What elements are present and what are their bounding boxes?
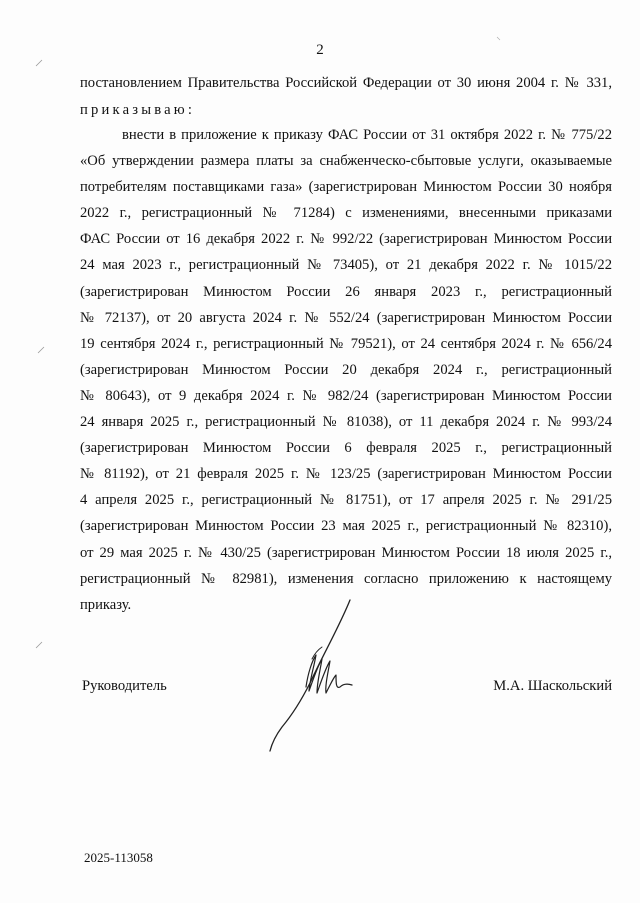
paragraph-line: от 29 мая 2025 г. № 430/25 (зарегистрирован Минюстом России 18 июля 2025 г., xyxy=(80,544,612,561)
page-number: 2 xyxy=(316,42,324,58)
scan-artifact xyxy=(34,58,44,68)
paragraph-line: (зарегистрирован Минюстом России 6 февраля 2025 г., регистрационный xyxy=(80,440,612,457)
handwritten-signature xyxy=(262,595,372,755)
paragraph-line: «Об утверждении размера платы за снабженческо-сбытовые услуги, оказываемые xyxy=(80,153,612,170)
paragraph-line: (зарегистрирован Минюстом России 20 декабря 2024 г., регистрационный xyxy=(80,361,612,378)
signer-name: М.А. Шаскольский xyxy=(493,678,612,694)
paragraph-line: потребителям поставщиками газа» (зарегистрирован Минюстом России 30 ноября xyxy=(80,179,612,196)
paragraph-line: внести в приложение к приказу ФАС России от 31 октября 2022 г. № 775/22 xyxy=(122,127,612,143)
paragraph-line: 19 сентября 2024 г., регистрационный № 79521), от 24 сентября 2024 г. № 656/24 xyxy=(80,335,612,352)
intro-line: постановлением Правительства Российской Федерации от 30 июня 2004 г. № 331, xyxy=(80,75,612,91)
scan-artifact xyxy=(494,34,504,44)
paragraph-line-last: приказу. xyxy=(80,596,132,613)
paragraph-line: регистрационный № 82981), изменения согласно приложению к настоящему xyxy=(80,570,612,587)
paragraph-line: (зарегистрирован Минюстом России 23 мая 2025 г., регистрационный № 82310), xyxy=(80,518,612,535)
document-number: 2025-113058 xyxy=(84,850,153,865)
paragraph-line: № 81192), от 21 февраля 2025 г. № 123/25 (зарегистрирован Минюстом России xyxy=(80,466,612,483)
paragraph-line: 24 мая 2023 г., регистрационный № 73405), от 21 декабря 2022 г. № 1015/22 xyxy=(80,257,612,274)
paragraph-line: 2022 г., регистрационный № 71284) с изменениями, внесенными приказами xyxy=(80,205,612,222)
position-title: Руководитель xyxy=(82,678,167,694)
scan-artifact xyxy=(34,640,44,650)
order-paragraph xyxy=(80,122,612,618)
paragraph-line: (зарегистрирован Минюстом России 26 января 2023 г., регистрационный xyxy=(80,283,612,300)
paragraph-line: ФАС России от 16 декабря 2022 г. № 992/22 (зарегистрирован Минюстом России xyxy=(80,231,612,248)
paragraph-line: № 72137), от 20 августа 2024 г. № 552/24 (зарегистрирован Минюстом России xyxy=(80,309,612,326)
paragraph-line: № 80643), от 9 декабря 2024 г. № 982/24 (зарегистрирован Минюстом России xyxy=(80,387,612,404)
paragraph-line: 4 апреля 2025 г., регистрационный № 81751), от 17 апреля 2025 г. № 291/25 xyxy=(80,492,612,509)
scan-artifact xyxy=(36,345,46,355)
order-word: приказываю: xyxy=(80,102,196,118)
paragraph-line: 24 января 2025 г., регистрационный № 81038), от 11 декабря 2024 г. № 993/24 xyxy=(80,414,612,431)
